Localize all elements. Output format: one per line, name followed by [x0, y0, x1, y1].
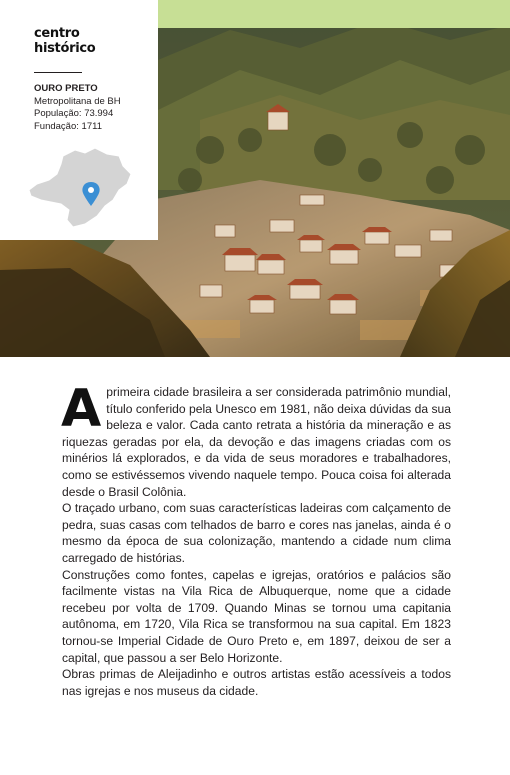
population-value: 73.994	[84, 108, 114, 119]
article-paragraph-4: Obras primas de Aleijadinho e outros artistas estão acessíveis a todos nas igrejas e nos museus da cidade.	[62, 667, 451, 698]
info-card	[0, 0, 158, 240]
population-label: População:	[34, 108, 82, 119]
article-paragraph-1	[61, 379, 451, 500]
city-facts	[34, 83, 121, 133]
article-paragraph-1-text: primeira cidade brasileira a ser considerada patrimônio mundial, título conferido pela Unesco em 1981, não deixa dúvidas da sua beleza e valor. Cada canto retrata a história da mineração e as riquezas geradas por ela, da devoção e das imagens criadas com os minérios lá explorados, e da vida de seus moradores e trabalhadores, como se estivéssemos vivendo naquele tempo. Pouca coisa foi alterada desde o Brasil Colônia.	[62, 385, 451, 499]
founded-line	[34, 121, 121, 134]
accent-strip	[158, 0, 510, 28]
article-paragraph-3: Construções como fontes, capelas e igrejas, oratórios e palácios são facilmente vistas na Vila Rica de Albuquerque, nome que a cidade recebeu por volta de 1709. Quando Minas se tornou uma capitania autônoma, em 1720, Vila Rica se transformou na sua capital. Em 1823 tornou-se Imperial Cidade de Ouro Preto e, em 1897, deixou de ser a capital, que passou a ser Belo Horizonte.	[62, 567, 451, 665]
article-body	[61, 379, 451, 699]
city-name: OURO PRETO	[34, 83, 98, 94]
minas-gerais-map-icon	[27, 146, 133, 230]
population-line	[34, 108, 121, 121]
article-paragraph-2: O traçado urbano, com suas características ladeiras com calçamento de pedra, suas casas com telhados de barro e cores nas janelas, ainda é o mesmo da época de sua colonização, mantendo a cidade num clima carregado de histórias.	[62, 501, 451, 565]
section-title-line2: histórico	[34, 41, 96, 56]
drop-cap: A	[61, 379, 102, 439]
divider	[34, 72, 82, 73]
section-title-line1: centro	[34, 26, 80, 41]
city-region: Metropolitana de BH	[34, 95, 121, 107]
section-title	[34, 26, 95, 56]
founded-value: 1711	[81, 120, 102, 132]
founded-label: Fundação:	[34, 120, 79, 132]
